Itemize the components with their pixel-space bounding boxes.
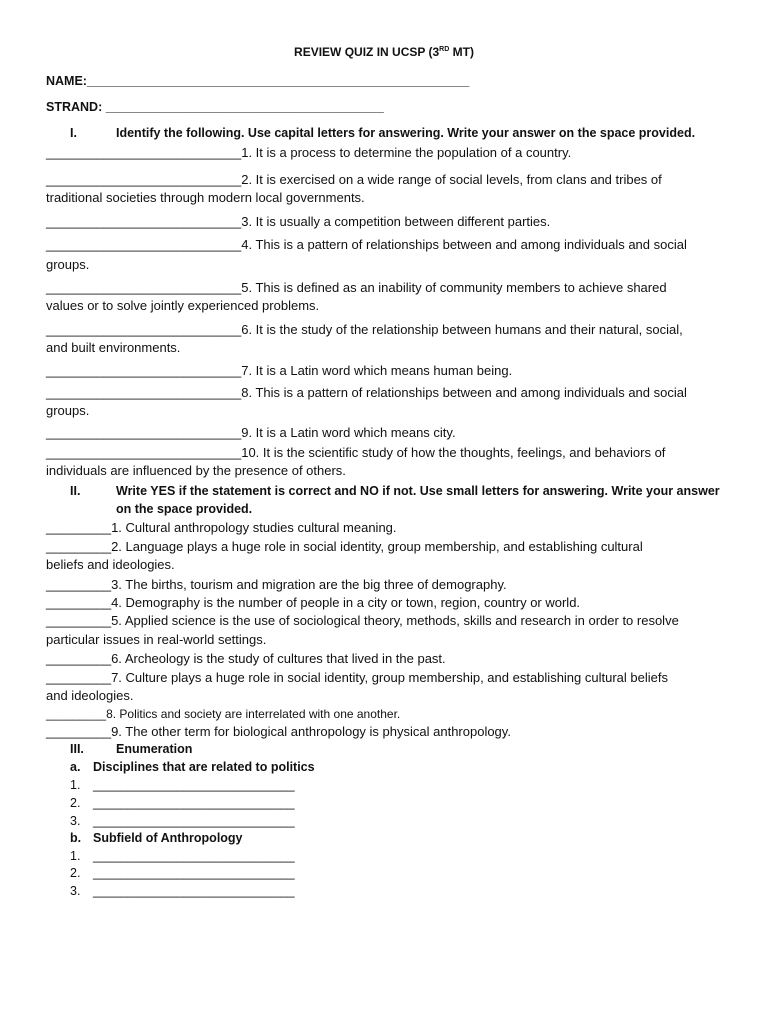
section2-instruction-2: on the space provided. — [116, 502, 253, 516]
section3-numeral: III. — [70, 742, 84, 756]
strand-line — [46, 100, 384, 114]
page-title: REVIEW QUIZ IN UCSP (3RD MT) — [294, 45, 474, 59]
section3-title: Enumeration — [116, 742, 193, 756]
s2-item-9: _________9. The other term for biological anthropology is physical anthropology. — [46, 724, 511, 739]
s1-item-6-cont: and built environments. — [46, 340, 181, 355]
group-a-letter: a. — [70, 760, 81, 774]
name-line — [46, 74, 469, 88]
enum-blank[interactable]: _____________________________ — [93, 866, 295, 880]
group-a-num-3: 3. — [70, 814, 81, 828]
group-b-num-1: 1. — [70, 849, 81, 863]
answer-blank[interactable]: ___________________________ — [46, 172, 242, 187]
group-b-title: Subfield of Anthropology — [93, 831, 243, 845]
answer-blank[interactable]: _________ — [46, 613, 112, 628]
answer-blank[interactable]: ___________________________ — [46, 237, 242, 252]
answer-blank[interactable]: _________ — [46, 595, 112, 610]
s1-item-5: ___________________________5. This is defined as an inability of community members to achieve shared — [46, 280, 667, 295]
s2-item-6: _________6. Archeology is the study of cultures that lived in the past. — [46, 651, 446, 666]
s1-item-9: ___________________________9. It is a Latin word which means city. — [46, 425, 456, 440]
s1-item-2-cont: traditional societies through modern local governments. — [46, 190, 365, 205]
enum-blank[interactable]: _____________________________ — [93, 814, 295, 828]
group-b-num-3: 3. — [70, 884, 81, 898]
answer-blank[interactable]: ___________________________ — [46, 425, 242, 440]
title-superscript: RD — [439, 46, 450, 53]
answer-blank[interactable]: _________ — [46, 707, 107, 721]
group-b-letter: b. — [70, 831, 82, 845]
name-label: NAME: — [46, 74, 87, 88]
answer-blank[interactable]: ___________________________ — [46, 145, 242, 160]
s1-item-10: ___________________________10. It is the scientific study of how the thoughts, feelings, and behaviors of — [46, 445, 666, 460]
s2-item-4: _________4. Demography is the number of people in a city or town, region, country or world. — [46, 595, 581, 610]
answer-blank[interactable]: ___________________________ — [46, 385, 242, 400]
s2-item-8: _________8. Politics and society are interrelated with one another. — [46, 707, 401, 721]
answer-blank[interactable]: ___________________________ — [46, 214, 242, 229]
s1-item-3: ___________________________3. It is usually a competition between different parties. — [46, 214, 551, 229]
s1-item-5-cont: values or to solve jointly experienced problems. — [46, 298, 320, 313]
section2-numeral: II. — [70, 484, 81, 498]
group-a-num-1: 1. — [70, 778, 81, 792]
answer-blank[interactable]: _________ — [46, 520, 112, 535]
strand-blank[interactable]: ________________________________________ — [105, 100, 384, 114]
s2-item-2: _________2. Language plays a huge role in social identity, group membership, and establishing cultural — [46, 539, 643, 554]
section2-instruction-1: Write YES if the statement is correct and NO if not. Use small letters for answering. Write your answer — [116, 484, 720, 498]
answer-blank[interactable]: _________ — [46, 670, 112, 685]
answer-blank[interactable]: _________ — [46, 539, 112, 554]
answer-blank[interactable]: ___________________________ — [46, 363, 242, 378]
enum-blank[interactable]: _____________________________ — [93, 884, 295, 898]
section1-instruction: Identify the following. Use capital letters for answering. Write your answer on the space provided. — [116, 126, 696, 140]
group-a-num-2: 2. — [70, 796, 81, 810]
s2-item-7: _________7. Culture plays a huge role in social identity, group membership, and establishing cultural beliefs — [46, 670, 668, 685]
enum-blank[interactable]: _____________________________ — [93, 849, 295, 863]
s2-item-3: _________3. The births, tourism and migration are the big three of demography. — [46, 577, 507, 592]
s2-item-7-cont: and ideologies. — [46, 688, 134, 703]
answer-blank[interactable]: ___________________________ — [46, 280, 242, 295]
s1-item-4: ___________________________4. This is a pattern of relationships between and among individuals and social — [46, 237, 687, 252]
s1-item-6: ___________________________6. It is the study of the relationship between humans and their natural, social, — [46, 322, 683, 337]
enum-blank[interactable]: _____________________________ — [93, 796, 295, 810]
enum-blank[interactable]: _____________________________ — [93, 778, 295, 792]
s1-item-4-cont: groups. — [46, 257, 90, 272]
answer-blank[interactable]: _________ — [46, 651, 112, 666]
s2-item-5: _________5. Applied science is the use of sociological theory, methods, skills and research in order to resolve — [46, 613, 679, 628]
answer-blank[interactable]: ___________________________ — [46, 322, 242, 337]
name-blank[interactable]: _______________________________________________________ — [86, 74, 470, 88]
strand-label: STRAND: — [46, 100, 103, 114]
s1-item-7: ___________________________7. It is a Latin word which means human being. — [46, 363, 513, 378]
s1-item-8-cont: groups. — [46, 403, 90, 418]
group-a-title: Disciplines that are related to politics — [93, 760, 315, 774]
s1-item-8: ___________________________8. This is a pattern of relationships between and among individuals and social — [46, 385, 687, 400]
group-b-num-2: 2. — [70, 866, 81, 880]
s1-item-10-cont: individuals are influenced by the presence of others. — [46, 463, 346, 478]
answer-blank[interactable]: ___________________________ — [46, 445, 242, 460]
s2-item-1: _________1. Cultural anthropology studies cultural meaning. — [46, 520, 397, 535]
s2-item-5-cont: particular issues in real-world settings. — [46, 632, 267, 647]
s1-item-2: ___________________________2. It is exercised on a wide range of social levels, from clans and tribes of — [46, 172, 662, 187]
s2-item-2-cont: beliefs and ideologies. — [46, 557, 175, 572]
section1-numeral: I. — [70, 126, 77, 140]
s1-item-1: ___________________________1. It is a process to determine the population of a country. — [46, 145, 572, 160]
answer-blank[interactable]: _________ — [46, 724, 112, 739]
answer-blank[interactable]: _________ — [46, 577, 112, 592]
